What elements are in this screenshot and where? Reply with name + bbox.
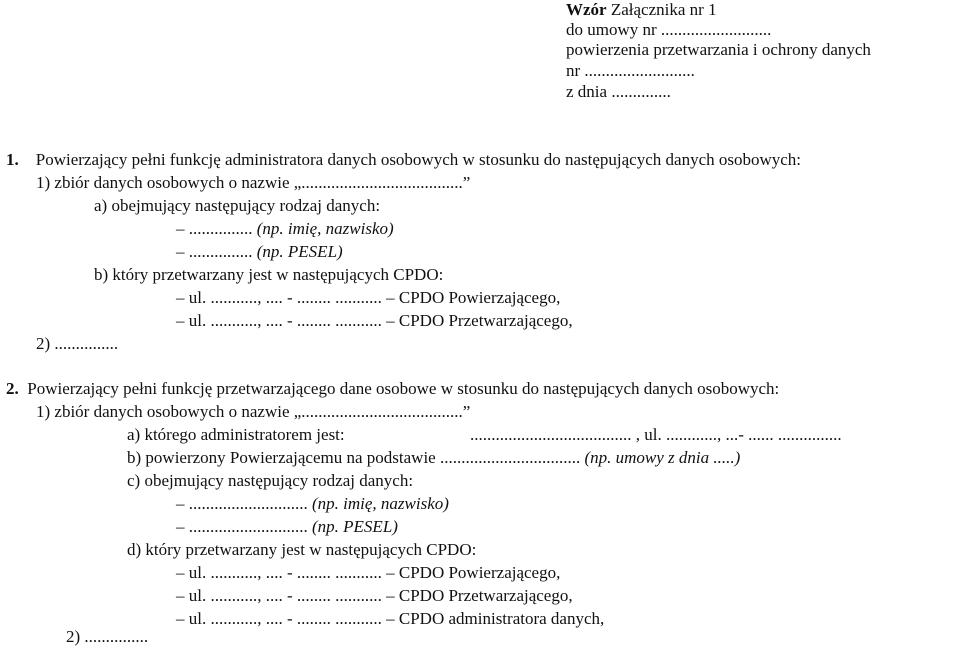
section2-c-dash1-text: – ............................: [176, 494, 312, 513]
section1-a-dash1-text: – ...............: [176, 219, 257, 238]
section1-a-dash1: [176, 219, 394, 239]
section1-a-dash2-note: (np. PESEL): [256, 242, 343, 261]
attachment-title-rest: Załącznika nr 1: [606, 0, 717, 19]
section2-b-text: b) powierzony Powierzającemu na podstawie .................................: [127, 448, 585, 467]
section2-number: 2.: [6, 379, 19, 398]
section2-b-note: (np. umowy z dnia .....): [584, 448, 741, 467]
section1-a-dash2: [176, 242, 343, 262]
section1-item1: 1) zbiór danych osobowych o nazwie „......................................”: [36, 173, 471, 192]
section2-c-dash1-note: (np. imię, nazwisko): [312, 494, 449, 513]
section2-c-dash2-text: – ............................: [176, 517, 312, 536]
section2-d-dash3: – ul. ..........., .... - ........ ........... – CPDO administratora danych,: [176, 609, 605, 628]
section1-a-dash2-text: – ...............: [176, 242, 257, 261]
section1-item-a: a) obejmujący następujący rodzaj danych:: [94, 196, 381, 215]
section2-item-a-value: ...................................... , ul. ............, ...- ...... ...............: [470, 425, 842, 444]
section2-c-dash1: [176, 494, 449, 514]
section2-d-dash2: – ul. ..........., .... - ........ ........... – CPDO Przetwarzającego,: [176, 586, 573, 605]
attachment-title-bold: Wzór: [566, 0, 607, 19]
section2-item-a-label: a) którego administratorem jest:: [127, 425, 345, 444]
section2-item-c: c) obejmujący następujący rodzaj danych:: [127, 471, 414, 490]
section1-text: Powierzający pełni funkcję administratora danych osobowych w stosunku do następujących danych osobowych:: [35, 150, 802, 169]
attachment-title: [566, 0, 717, 20]
section1-b-dash2: – ul. ..........., .... - ........ ........... – CPDO Przetwarzającego,: [176, 311, 573, 330]
section2-c-dash2: [176, 517, 398, 537]
header-date: z dnia ..............: [566, 82, 671, 101]
section2-heading: [6, 379, 779, 399]
section1-number: 1.: [6, 150, 19, 169]
header-contract-subject: powierzenia przetwarzania i ochrony danych: [566, 40, 871, 59]
section2-item-b: [127, 448, 740, 468]
section2-item1: 1) zbiór danych osobowych o nazwie „......................................”: [36, 402, 471, 421]
section2-text: Powierzający pełni funkcję przetwarzającego dane osobowe w stosunku do następujących danych osobowych:: [27, 379, 780, 398]
section2-item-d: d) który przetwarzany jest w następujących CPDO:: [127, 540, 477, 559]
header-contract-number: do umowy nr ..........................: [566, 20, 772, 39]
section2-d-dash1: – ul. ..........., .... - ........ ........... – CPDO Powierzającego,: [176, 563, 561, 582]
header-number: nr ..........................: [566, 61, 695, 80]
section1-item2: 2) ...............: [36, 334, 119, 353]
section2-c-dash2-note: (np. PESEL): [312, 517, 398, 536]
section1-item-b: b) który przetwarzany jest w następujących CPDO:: [94, 265, 444, 284]
section1-a-dash1-note: (np. imię, nazwisko): [256, 219, 394, 238]
section1-heading: [6, 150, 801, 170]
section1-b-dash1: – ul. ..........., .... - ........ ........... – CPDO Powierzającego,: [176, 288, 561, 307]
section2-item2: 2) ...............: [66, 627, 149, 646]
